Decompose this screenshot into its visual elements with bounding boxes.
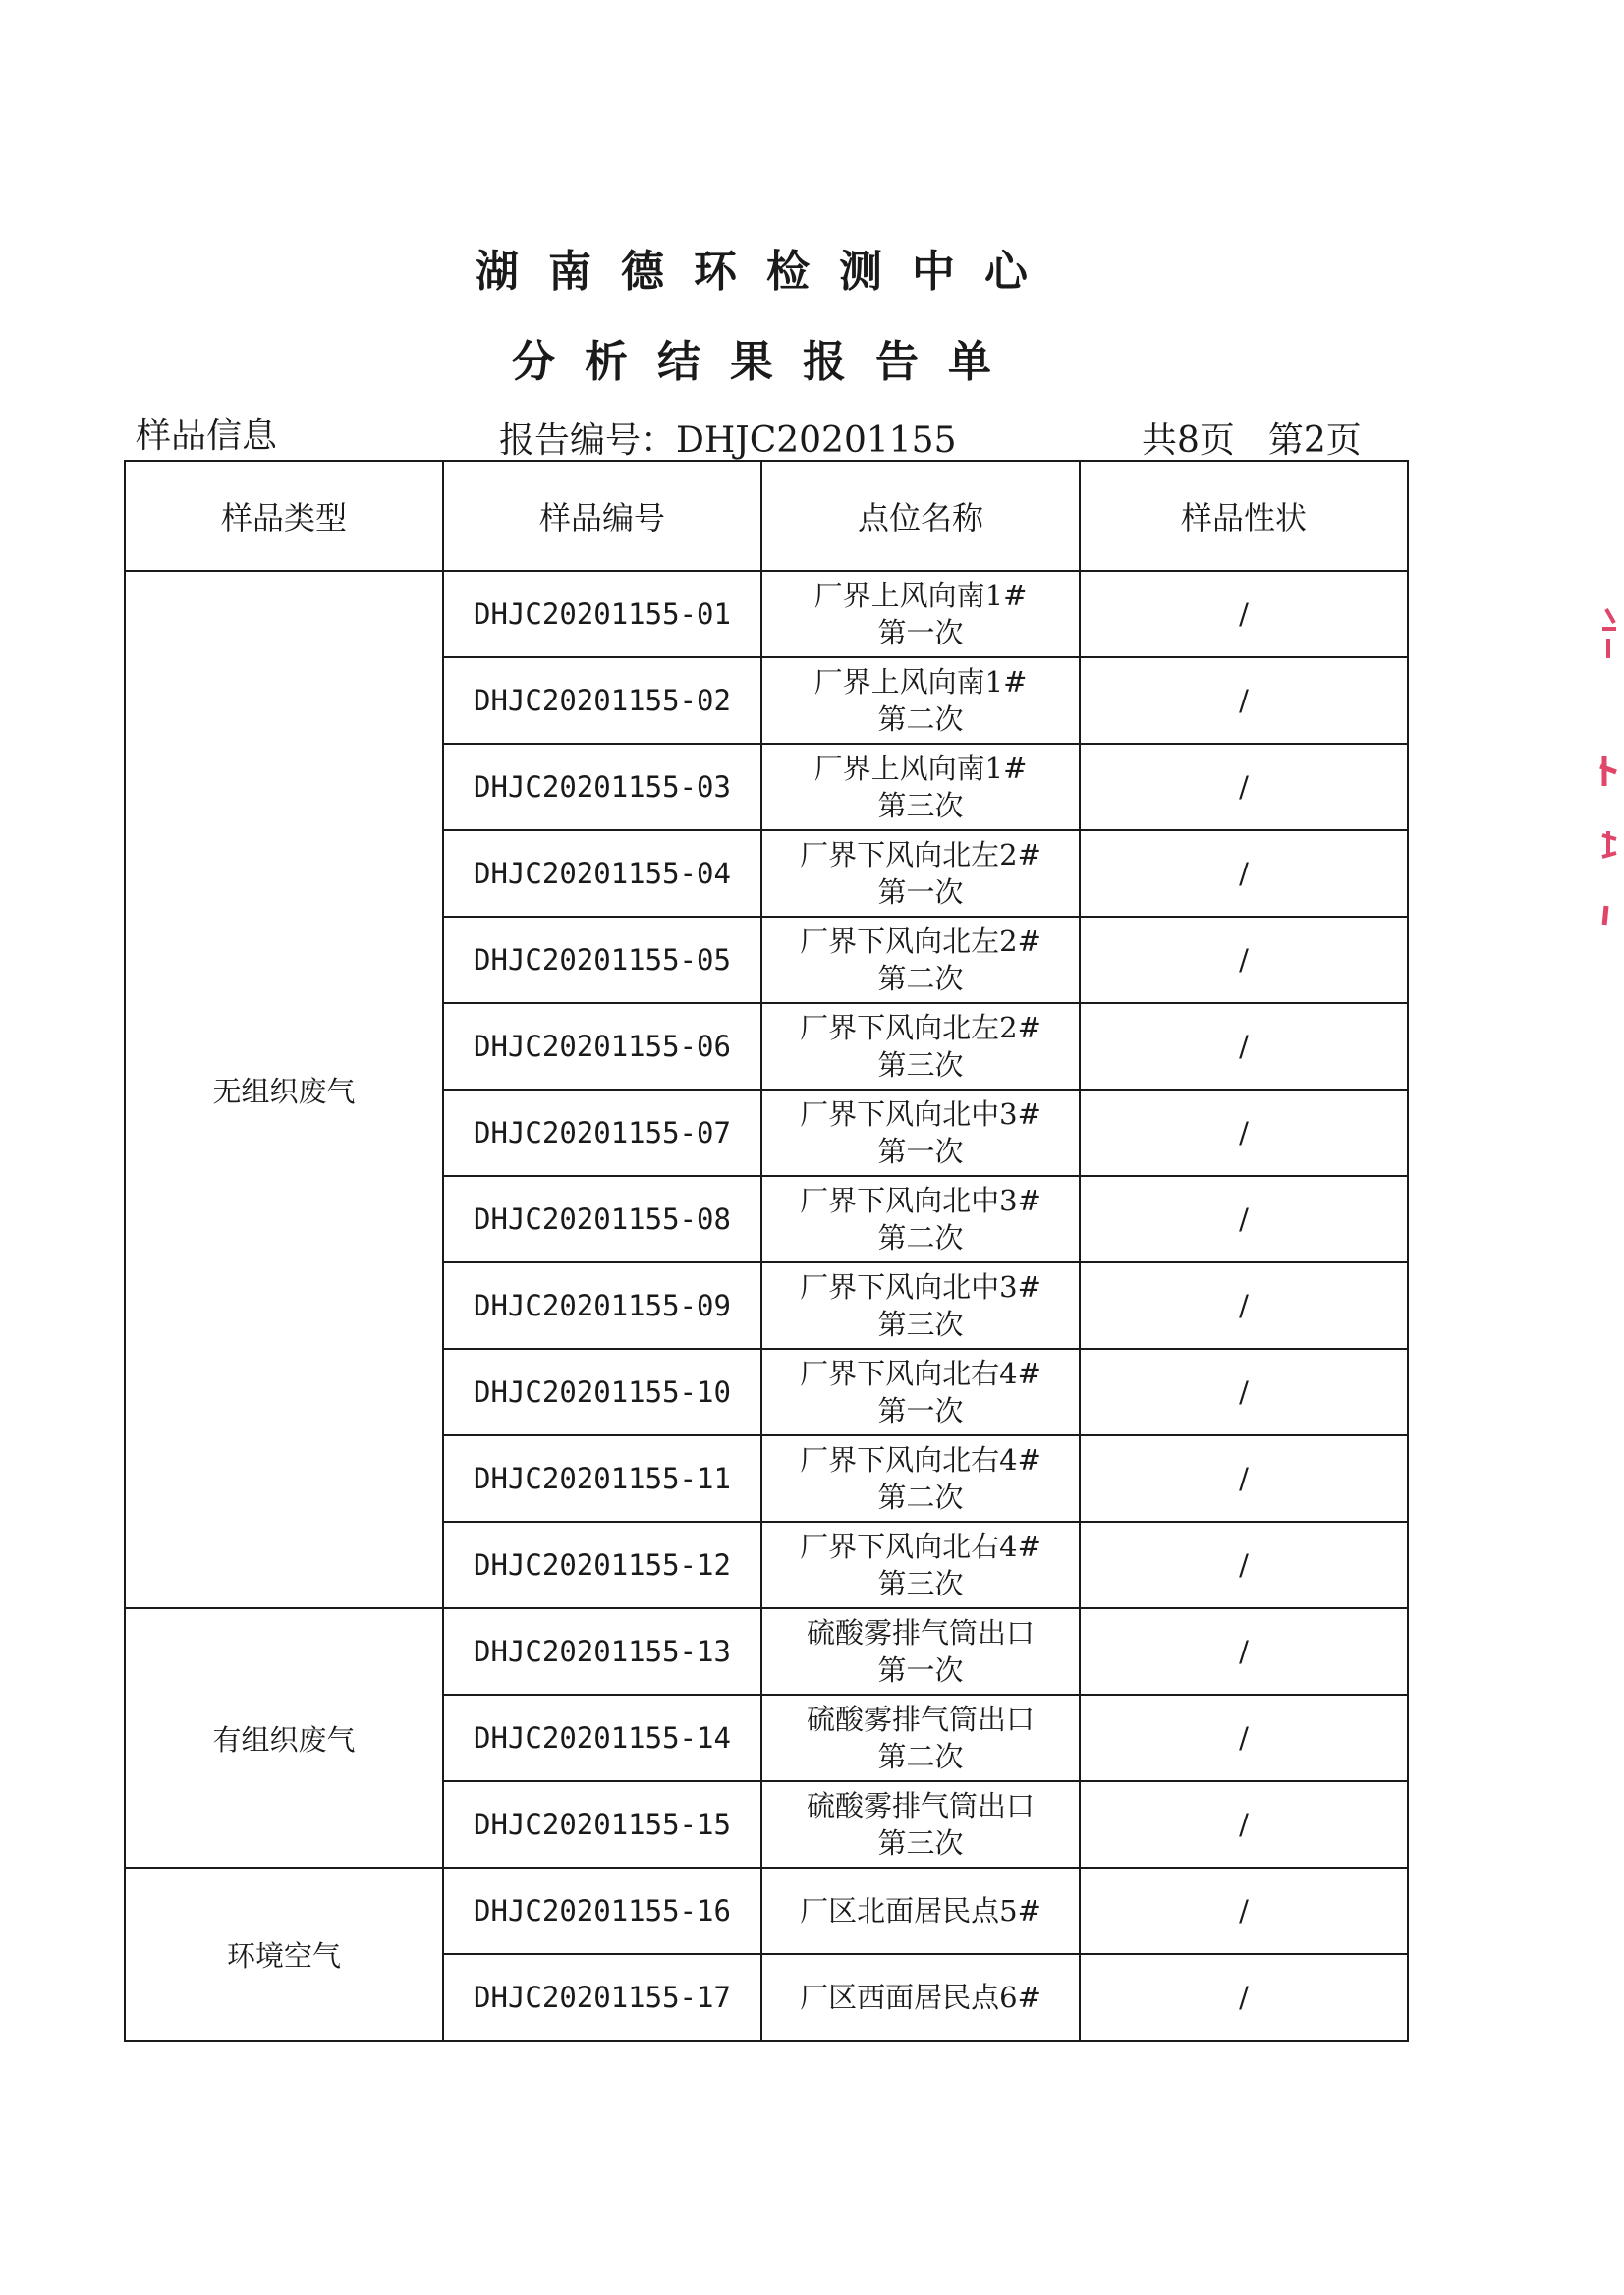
sample-code-cell: DHJC20201155-04	[443, 830, 761, 917]
sample-state-cell: /	[1080, 1176, 1408, 1262]
point-name-line: 厂界下风向北左2#	[800, 1011, 1041, 1044]
sample-state-cell: /	[1080, 1435, 1408, 1522]
page-indicator	[1142, 413, 1362, 463]
point-name-line: 厂界上风向南1#	[813, 579, 1028, 612]
sample-code-cell: DHJC20201155-14	[443, 1695, 761, 1781]
sample-code-cell: DHJC20201155-13	[443, 1608, 761, 1695]
column-header-sample-code: 样品编号	[443, 461, 761, 571]
point-name-cell	[761, 1176, 1080, 1262]
table-body	[125, 571, 1408, 2041]
point-name-line: 厂区北面居民点5#	[800, 1894, 1041, 1928]
sample-state-cell: /	[1080, 1954, 1408, 2041]
sample-code-cell: DHJC20201155-09	[443, 1262, 761, 1349]
sample-state-cell: /	[1080, 1522, 1408, 1608]
sample-code-cell: DHJC20201155-12	[443, 1522, 761, 1608]
sample-info-table	[124, 460, 1409, 2042]
point-name-line: 厂界下风向北右4#	[800, 1530, 1041, 1563]
report-number: 报告编号：DHJC20201155	[499, 420, 957, 461]
point-name-line: 厂区西面居民点6#	[800, 1981, 1041, 2014]
sample-code-cell: DHJC20201155-07	[443, 1090, 761, 1176]
point-name-cell	[761, 1003, 1080, 1090]
point-name-cell	[761, 1608, 1080, 1695]
sample-state-cell: /	[1080, 1781, 1408, 1868]
report-title: 分析结果报告单	[512, 337, 1021, 387]
point-name-cell	[761, 657, 1080, 744]
current-page: 第2页	[1267, 420, 1362, 461]
point-name-line: 第一次	[877, 875, 964, 909]
point-name-line: 第三次	[877, 1308, 964, 1341]
point-name-line: 硫酸雾排气筒出口	[806, 1789, 1035, 1822]
sample-code-cell: DHJC20201155-16	[443, 1868, 761, 1954]
point-name-line: 第二次	[877, 962, 964, 995]
point-name-line: 厂界下风向北右4#	[800, 1357, 1041, 1390]
point-name-line: 硫酸雾排气筒出口	[806, 1703, 1035, 1736]
point-name-line: 硫酸雾排气筒出口	[806, 1616, 1035, 1650]
sample-state-cell: /	[1080, 1349, 1408, 1435]
sample-code-cell: DHJC20201155-02	[443, 657, 761, 744]
column-header-sample-state: 样品性状	[1080, 461, 1408, 571]
point-name-cell	[761, 1435, 1080, 1522]
point-name-cell	[761, 571, 1080, 657]
section-label: 样品信息	[136, 416, 278, 456]
point-name-cell	[761, 1954, 1080, 2041]
point-name-cell	[761, 917, 1080, 1003]
sample-code-cell: DHJC20201155-03	[443, 744, 761, 830]
point-name-line: 第一次	[877, 1135, 964, 1168]
table-row	[125, 1608, 1408, 1695]
sample-code-cell: DHJC20201155-17	[443, 1954, 761, 2041]
point-name-cell	[761, 1868, 1080, 1954]
table-row	[125, 571, 1408, 657]
sample-state-cell: /	[1080, 571, 1408, 657]
sample-code-cell: DHJC20201155-11	[443, 1435, 761, 1522]
sample-state-cell: /	[1080, 1262, 1408, 1349]
table-row	[125, 1868, 1408, 1954]
point-name-cell	[761, 744, 1080, 830]
sample-state-cell: /	[1080, 1695, 1408, 1781]
point-name-line: 第一次	[877, 616, 964, 649]
column-header-point-name: 点位名称	[761, 461, 1080, 571]
sample-state-cell: /	[1080, 1608, 1408, 1695]
point-name-line: 厂界下风向北中3#	[800, 1270, 1041, 1304]
sample-type-cell: 无组织废气	[125, 571, 443, 1608]
point-name-line: 第三次	[877, 789, 964, 822]
point-name-cell	[761, 1695, 1080, 1781]
sample-code-cell: DHJC20201155-10	[443, 1349, 761, 1435]
point-name-line: 厂界上风向南1#	[813, 665, 1028, 699]
point-name-line: 第二次	[877, 702, 964, 736]
point-name-line: 第二次	[877, 1221, 964, 1255]
red-stamp-fragment	[1595, 599, 1624, 933]
table-header-row	[125, 461, 1408, 571]
point-name-cell	[761, 1090, 1080, 1176]
point-name-line: 第二次	[877, 1481, 964, 1514]
sample-code-cell: DHJC20201155-08	[443, 1176, 761, 1262]
sample-state-cell: /	[1080, 1090, 1408, 1176]
sample-state-cell: /	[1080, 1003, 1408, 1090]
total-pages: 共8页	[1142, 420, 1235, 461]
point-name-cell	[761, 1262, 1080, 1349]
column-header-sample-type: 样品类型	[125, 461, 443, 571]
sample-state-cell: /	[1080, 744, 1408, 830]
point-name-cell	[761, 1781, 1080, 1868]
point-name-cell	[761, 1349, 1080, 1435]
sample-code-cell: DHJC20201155-06	[443, 1003, 761, 1090]
point-name-line: 第二次	[877, 1740, 964, 1773]
point-name-line: 厂界下风向北右4#	[800, 1443, 1041, 1477]
point-name-line: 第三次	[877, 1826, 964, 1860]
sample-type-cell: 环境空气	[125, 1868, 443, 2041]
point-name-cell	[761, 830, 1080, 917]
organization-title: 湖南德环检测中心	[476, 247, 1057, 297]
sample-code-cell: DHJC20201155-01	[443, 571, 761, 657]
point-name-line: 厂界下风向北左2#	[800, 924, 1041, 958]
point-name-line: 第三次	[877, 1048, 964, 1082]
point-name-line: 第一次	[877, 1653, 964, 1687]
sample-state-cell: /	[1080, 1868, 1408, 1954]
point-name-line: 厂界上风向南1#	[813, 752, 1028, 785]
point-name-cell	[761, 1522, 1080, 1608]
point-name-line: 厂界下风向北左2#	[800, 838, 1041, 871]
sample-state-cell: /	[1080, 657, 1408, 744]
point-name-line: 厂界下风向北中3#	[800, 1184, 1041, 1217]
sample-state-cell: /	[1080, 917, 1408, 1003]
sample-code-cell: DHJC20201155-05	[443, 917, 761, 1003]
point-name-line: 第三次	[877, 1567, 964, 1600]
sample-state-cell: /	[1080, 830, 1408, 917]
sample-code-cell: DHJC20201155-15	[443, 1781, 761, 1868]
point-name-line: 厂界下风向北中3#	[800, 1097, 1041, 1131]
point-name-line: 第一次	[877, 1394, 964, 1427]
sample-type-cell: 有组织废气	[125, 1608, 443, 1868]
